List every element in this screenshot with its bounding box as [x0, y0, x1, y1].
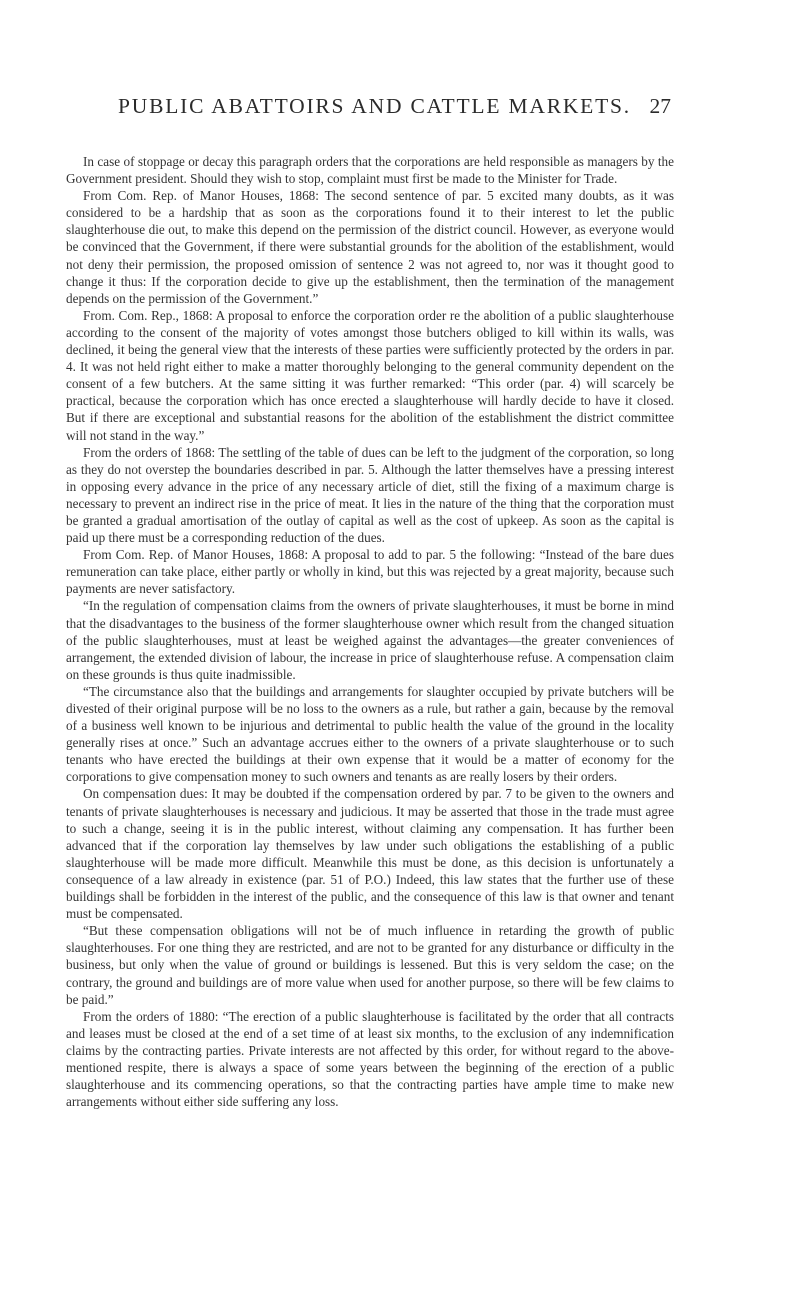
paragraph: “The circumstance also that the buildings and arrangements for slaughter occupied by private butchers will be divested of their original purpose will be no loss to the owners as a rule, but rather a gain, because by the removal of a business well known to be injurious and detrimental to public health the value of the ground in the locality generally rises at once.” Such an advantage accrues either to the owners of a private slaughterhouse or to such tenants who have erected the buildings at their own expense that it would be a matter of economy for the corporations to give compensation money to such owners and tenants as are really losers by their orders. — [66, 683, 674, 785]
paragraph: In case of stoppage or decay this paragraph orders that the corporations are held responsible as managers by the Government president. Should they wish to stop, complaint must first be made to the Minister for Trade. — [66, 154, 674, 187]
paragraph: From the orders of 1880: “The erection of a public slaughterhouse is facilitated by the order that all contracts and leases must be closed at the end of a set time of at least six months, to the exclusion of any indemnification claims by the contracting parties. Private interests are not affected by this order, for without regard to the above-mentioned respite, there is always a space of some years between the beginning of the erection of a public slaughterhouse and its commencing operations, so that the contracting parties have ample time to make new arrangements without either side suffering any loss. — [66, 1008, 674, 1110]
running-title: PUBLIC ABATTOIRS AND CATTLE MARKETS. — [118, 94, 631, 118]
paragraph: From the orders of 1868: The settling of the table of dues can be left to the judgment of the corporation, so long as they do not overstep the boundaries described in par. 5. Although the latter themselves have a pressing interest in opposing every advance in the price of any necessary article of diet, still the fixing of a maximum charge is necessary to prevent an indirect rise in the price of meat. It lies in the nature of the thing that the corporation must be granted a gradual amortisation of the outlay of capital as well as the cost of upkeep. As soon as the capital is paid up there must be a corresponding reduction of the dues. — [66, 444, 674, 546]
paragraph: “But these compensation obligations will not be of much influence in retarding the growth of public slaughterhouses. For one thing they are restricted, and are not to be granted for any disturbance or difficulty in the business, but only when the value of ground or buildings is lessened. But this is very seldom the case; on the contrary, the ground and buildings are of more value when used for another purpose, so there will be few claims to be paid.” — [66, 923, 674, 1007]
paragraph: On compensation dues: It may be doubted if the compensation ordered by par. 7 to be given to the owners and tenants of private slaughterhouses is necessary and judicious. It may be asserted that those in the trade must agree to such a change, seeing it is in the public interest, without claiming any compensation. It has further been advanced that if the corporation lay themselves by law under such obligations the establishing of a public slaughterhouse will be made more difficult. Meanwhile this must be done, as this decision is unfortunately a consequence of a law already in existence (par. 51 of P.O.) Indeed, this law states that the further use of these buildings shall be forbidden in the interest of the public, and the consequence of this law is that owner and tenant must be compensated. — [66, 786, 674, 922]
page-header — [118, 94, 671, 122]
paragraph: From Com. Rep. of Manor Houses, 1868: The second sentence of par. 5 excited many doubts, as it was considered to be a hardship that as soon as the corporations found it to their interest to let the public slaughterhouse die out, to make this depend on the permission of the district council. However, as everyone would be convinced that the Government, if there were substantial grounds for the abolition of the establishment, would not deny their permission, the proposed omission of sentence 2 was not agreed to, nor was it thought good to change it thus: If the corporation decide to give up the establishment, then the termination of the management depends on the permission of the Government.” — [66, 188, 674, 306]
page-number: 27 — [649, 94, 671, 118]
paragraph: From. Com. Rep., 1868: A proposal to enforce the corporation order re the abolition of a public slaughterhouse according to the consent of the majority of votes amongst those butchers obliged to kill within its walls, was declined, it being the general view that the interests of these parties were sufficiently protected by the orders in par. 4. It was not held right either to make a matter thoroughly belonging to the general community dependent on the consent of a few butchers. At the same sitting it was further remarked: “This order (par. 4) will scarcely be practical, because the corporation which has once erected a slaughterhouse will hardly decide to have it closed. But if there are exceptional and substantial reasons for the abolition of the establishment the district committee will not stand in the way.” — [66, 307, 674, 443]
paragraph: From Com. Rep. of Manor Houses, 1868: A proposal to add to par. 5 the following: “Instead of the bare dues remuneration can take place, either partly or wholly in kind, but this was rejected by a great majority, because such payments are never satisfactory. — [66, 547, 674, 597]
body-text — [66, 153, 674, 1110]
paragraph: “In the regulation of compensation claims from the owners of private slaughterhouses, it must be borne in mind that the disadvantages to the business of the former slaughterhouse owner which result from the changed situation of the public slaughterhouses, must at least be weighed against the advantages—the greater conveniences of arrangement, the extended division of labour, the increase in price of slaughterhouse refuse. A compensation claim on these grounds is thus quite inadmissible. — [66, 598, 674, 682]
